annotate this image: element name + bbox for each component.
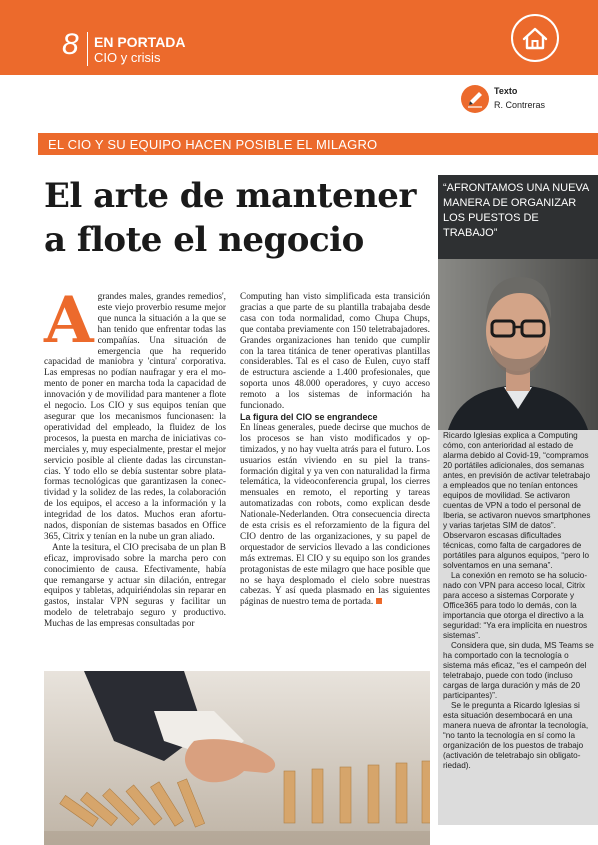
sidebar-paragraph: Ricardo Iglesias explica a Computing cómo, con anterioridad al estado de alarma debido al Covid-19, “compramos 20 portátiles adicionales, dos semanas antes, en previsión de activar teletrabajo a empleados que no tenían entonces equipos de movilidad. Se activaron cuentas de VPN a todo el personal de Iberia, se activaron nuevos smartphones y varias tarjetas SIM de datos”. Observaron escasas dificultades técnicas, como falta de cargadores de portátiles para algunos equipos, “pero lo solventamos en una semana”. xyxy=(443,431,591,570)
pull-quote: “AFRONTAMOS UNA NUEVA MANERA DE ORGANIZAR LOS PUESTOS DE TRABAJO” xyxy=(443,182,589,239)
author-label: Texto xyxy=(494,86,518,96)
subheading: La figura del CIO se engrandece xyxy=(240,411,378,422)
quote-box xyxy=(438,175,598,259)
pencil-icon xyxy=(461,85,489,113)
page-number: 8 xyxy=(62,28,79,61)
page-header xyxy=(0,0,598,75)
kicker-banner xyxy=(38,133,598,155)
dominoes-photo xyxy=(44,671,430,845)
body-column-2 xyxy=(240,292,430,608)
sidebar-paragraph: Considera que, sin duda, MS Teams se ha comportado con la tecnología o sistema más eficaz, “es el campeón del teletrabajo, puede con todo (incluso cargas de larga duración y más de 20 participantes)”. xyxy=(443,641,594,700)
sidebar-paragraph: La conexión en remoto se ha solucionado con VPN para acceso local, Citrix para acceso a sistemas Corporate y Office365 para todo lo demás, con la importancia que otorga el directivo a la seguridad: “Ya era implícita en nuestros sistemas”. xyxy=(443,571,588,640)
paragraph xyxy=(240,423,430,608)
author-name: R. Contreras xyxy=(494,100,546,110)
section-subtitle: CIO y crisis xyxy=(94,50,161,65)
sidebar-text xyxy=(443,431,594,771)
section-title: EN PORTADA xyxy=(94,34,186,50)
header-divider xyxy=(87,32,88,66)
title-line-1: El arte de mantener xyxy=(44,176,416,216)
kicker-text: EL CIO Y SU EQUIPO HACEN POSIBLE EL MILAGRO xyxy=(48,137,378,152)
drop-cap: A xyxy=(44,283,94,358)
sidebar-paragraph: Se le pregunta a Ricardo Iglesias si esta situación desembocará en una manera nueva de afrontar la tecnología, “no tanto la tecnología en sí como la organización de los puestos de trabajo (activación de teletrabajo sin obligatoriedad). xyxy=(443,701,589,770)
article-title xyxy=(44,174,434,262)
portrait-photo xyxy=(438,259,598,430)
paragraph-text: grandes males, grandes remedios', este viejo proverbio resume mejor que nunca la situación a la que se han tenido que enfrentar todas las compañías. Una situación de emergencia que ha requerido capacidad de maniobra y 'cintura' corporativa. Las empresas no podían naufragar y era el momento de poner en marcha toda la capacidad de innovación y de movilidad para mantener a flote el negocio. Los CIO y sus equipos tenían que asegurar que los mecanismos funcionasen: la operatividad del empleado, la fluidez de los procesos, la puesta en marcha de iniciativas comerciales y, muy especialmente, prestar el mejor servicio posible al cliente dadas las circunstancias. Y todo ello se debía sustentar sobre plataformas tecnológicas que garantizasen la conectividad y la solidez de las redes, la colaboración de los equipos, el acceso a la información y la integridad de los datos. Muchos eran afortunados, disponían de sistemas basados en Office 365, Citrix y tenían en la nube un gran aliado. xyxy=(44,292,226,542)
end-mark-icon xyxy=(376,598,382,604)
title-line-2: a flote el negocio xyxy=(44,220,364,260)
paragraph: Computing han visto simplificada esta transición gracias a que parte de su plantilla trabajaba desde casa con toda normalidad, como Chupa Chups, que contaba previamente con 150 teletrabajadores. Grandes organizaciones han tenido que cumplir con la tarea titánica de tener operativas plantillas considerables. Tal es el caso de Eulen, cuyo staff de estructura asciende a 1.400 profesionales, que soporta unos 48.000 operadores, y cuyo acceso remoto a los sistemas de información ha funcionado. xyxy=(240,292,430,412)
paragraph: Ante la tesitura, el CIO precisaba de un plan B eficaz, improvisado sobre la marcha pero con conocimiento de causa. Efectivamente, había que remangarse y actuar sin dilación, entregar equipos y tabletas, adquiriéndolas sin reparar en gastos, instalar VPN seguras y facilitar un modelo de teletrabajo seguro y productivo. Muchas de las empresas consultadas por xyxy=(44,542,226,630)
paragraph xyxy=(44,283,226,543)
home-icon[interactable] xyxy=(511,14,559,62)
body-column-1 xyxy=(44,283,226,630)
paragraph-text: En líneas generales, puede decirse que muchos de los procesos se han visto modificados y optimizados, y no hay vuelta atrás para el futuro. Los usuarios están viviendo en su piel la transformación digital y ya ven con naturalidad la firma telemática, la videoconferencia grupal, los cierres mensuales en remoto, el reporting y tareas automatizadas con robots, como explican desde Nationale-Nederlanden. Otra consecuencia directa de esta crisis es el reforzamiento de la figura del CIO dentro de las organizaciones, y su papel de orquestador de servicios llevado a las condiciones más extremas. El CIO y su equipo son los grandes protagonistas de este milagro que hace posible que no se haya desplomado el cielo sobre nuestras cabezas. Y así queda plasmado en las siguientes páginas de nuestro tema de portada. xyxy=(240,422,430,608)
